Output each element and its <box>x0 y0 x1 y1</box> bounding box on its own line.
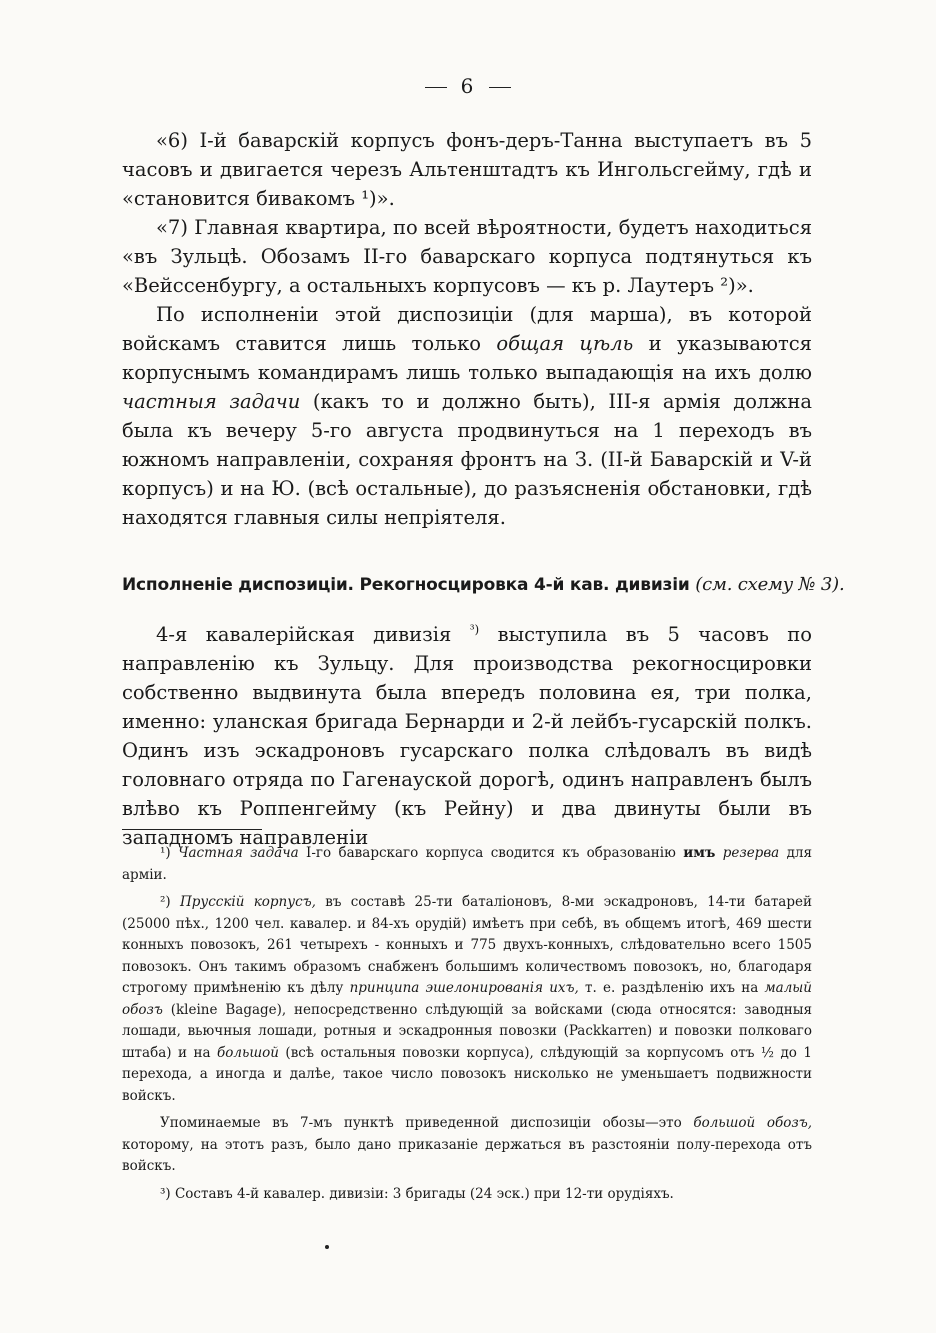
page-number <box>0 74 936 98</box>
footnote-1-mark: ¹) <box>160 845 171 861</box>
footnote-2-em: Прусскій корпусъ, <box>179 894 316 910</box>
footnote-2-mark: ²) <box>160 894 171 910</box>
para3-text-1: По исполненіи этой диспозиціи (для марша), въ которой войскамъ ставится лишь только <box>122 303 812 355</box>
footnote-2-text: въ составѣ 25-ти баталіоновъ, 8-ми эскадроновъ, 14-ти батарей (25000 пѣх., 1200 чел. кавалер. и 84-хъ орудій) имѣетъ при себѣ, въ общемъ итогѣ, 469 шести конныхъ повозокъ, 261 четырехъ - конныхъ и 775 двухъ-конныхъ, слѣдовательно всего 1505 повозокъ. Онъ такимъ образомъ снабженъ большимъ количествомъ повозокъ, но, благодаря строгому примѣненію къ дѣлу <box>122 894 812 996</box>
footnote-2b-tail: которому, на этотъ разъ, было дано приказаніе держаться въ разстояніи полу-перехода отъ войскъ. <box>122 1136 812 1174</box>
footnote-3 <box>122 1184 812 1206</box>
footnote-1-em: Частная задача <box>178 845 299 861</box>
para3-em-2: частныя задачи <box>122 390 301 413</box>
footnote-ref-3: ³) <box>469 622 480 637</box>
footnote-2-em3: малый обозъ <box>122 980 812 1018</box>
footnote-1-text: I-го баварскаго корпуса сводится къ образованію <box>298 845 684 861</box>
footnote-rule <box>122 829 262 830</box>
para3-em-1: общая цѣль <box>496 332 634 355</box>
main-text-lower <box>122 620 812 852</box>
footnote-2-em4: большой <box>217 1044 279 1061</box>
footnote-2-text4: (всѣ остальныя повозки корпуса), слѣдующій за корпусомъ отъ ½ до 1 перехода, а иногда и далѣе, такое число повозокъ нисколько не уменьшаетъ подвижности войскъ. <box>122 1044 812 1104</box>
para3-text-2: и указываются корпуснымъ командирамъ лишь только выпадающія на ихъ долю <box>122 332 812 384</box>
footnotes <box>122 843 812 1211</box>
footnote-3-text: Составъ 4-й кавалер. дивизіи: 3 бригады (24 эск.) при 12-ти орудіяхъ. <box>170 1185 674 1202</box>
footnote-2 <box>122 892 812 1107</box>
paragraph-execution <box>122 300 812 532</box>
para3-text-3: (какъ то и должно быть), III-я армія должна была къ вечеру 5-го августа продвинуться на 1 переходъ въ южномъ направленіи, сохраняя фронтъ на З. (II-й Баварскій и V-й корпусъ) и на Ю. (всѣ остальные), до разъясненія обстановки, гдѣ находятся главныя силы непріятеля. <box>122 390 812 529</box>
page-number-value: 6 <box>460 74 476 98</box>
para4-text-1: 4-я кавалерійская дивизія <box>156 623 470 646</box>
paragraph-7: «7) Главная квартира, по всей вѣроятности, будетъ находиться «въ Зульцѣ. Обозамъ II-го баварскаго корпуса подтянуться къ «Вейссенбургу, а остальныхъ корпусовъ — къ р. Лаутеръ ²)». <box>122 216 812 297</box>
footnote-1-em2: резерва <box>722 845 780 861</box>
section-heading <box>122 574 845 595</box>
ink-speck <box>325 1245 329 1249</box>
section-heading-ref: (см. схему № 3). <box>695 574 845 595</box>
main-text-upper <box>122 126 812 532</box>
footnote-1 <box>122 843 812 886</box>
footnote-2b-text: Упоминаемые въ 7-мъ пунктѣ приведенной диспозиціи обозы—это <box>160 1115 694 1131</box>
footnote-1-bold: имъ <box>683 845 716 861</box>
paragraph-cavalry <box>122 620 812 852</box>
footnote-2b <box>122 1113 812 1178</box>
footnote-2b-em: большой обозъ, <box>693 1115 812 1131</box>
footnote-3-mark: ³) <box>160 1185 171 1202</box>
paragraph-6: «6) I-й баварскій корпусъ фонъ-деръ-Танна выступаетъ въ 5 часовъ и двигается черезъ Альтенштадтъ къ Ингольсгейму, гдѣ и «становится бивакомъ ¹)». <box>122 129 812 210</box>
para4-text-2: выступила въ 5 часовъ по направленію къ Зульцу. Для производства рекогносцировки собственно выдвинута была впередъ половина ея, три полка, именно: уланская бригада Бернарди и 2-й лейбъ-гусарскій полкъ. Одинъ изъ эскадроновъ гусарскаго полка слѣдовалъ въ видѣ головнаго отряда по Гагенауской дорогѣ, одинъ направленъ былъ влѣво къ Роппенгейму (къ Рейну) и два двинуты были въ западномъ направленіи <box>122 623 812 849</box>
section-heading-text: Исполненіе диспозиціи. Рекогносцировка 4-й кав. дивизіи <box>122 575 690 595</box>
dash-left <box>425 87 447 88</box>
dash-right <box>489 87 511 88</box>
footnote-2-em2: принципа эшелонированія ихъ, <box>349 980 579 996</box>
footnote-2-text3: (kleine Bagage), непосредственно слѣдующій за войсками (сюда относятся: заводныя лошади, вьючныя лошади, ротныя и эскадронныя повозки (Packkarren) и повозки полковаго штаба) и на <box>122 1001 812 1061</box>
footnote-1-tail: для арміи. <box>122 845 813 883</box>
footnote-2-text2: т. е. раздѣленію ихъ на <box>578 980 765 996</box>
